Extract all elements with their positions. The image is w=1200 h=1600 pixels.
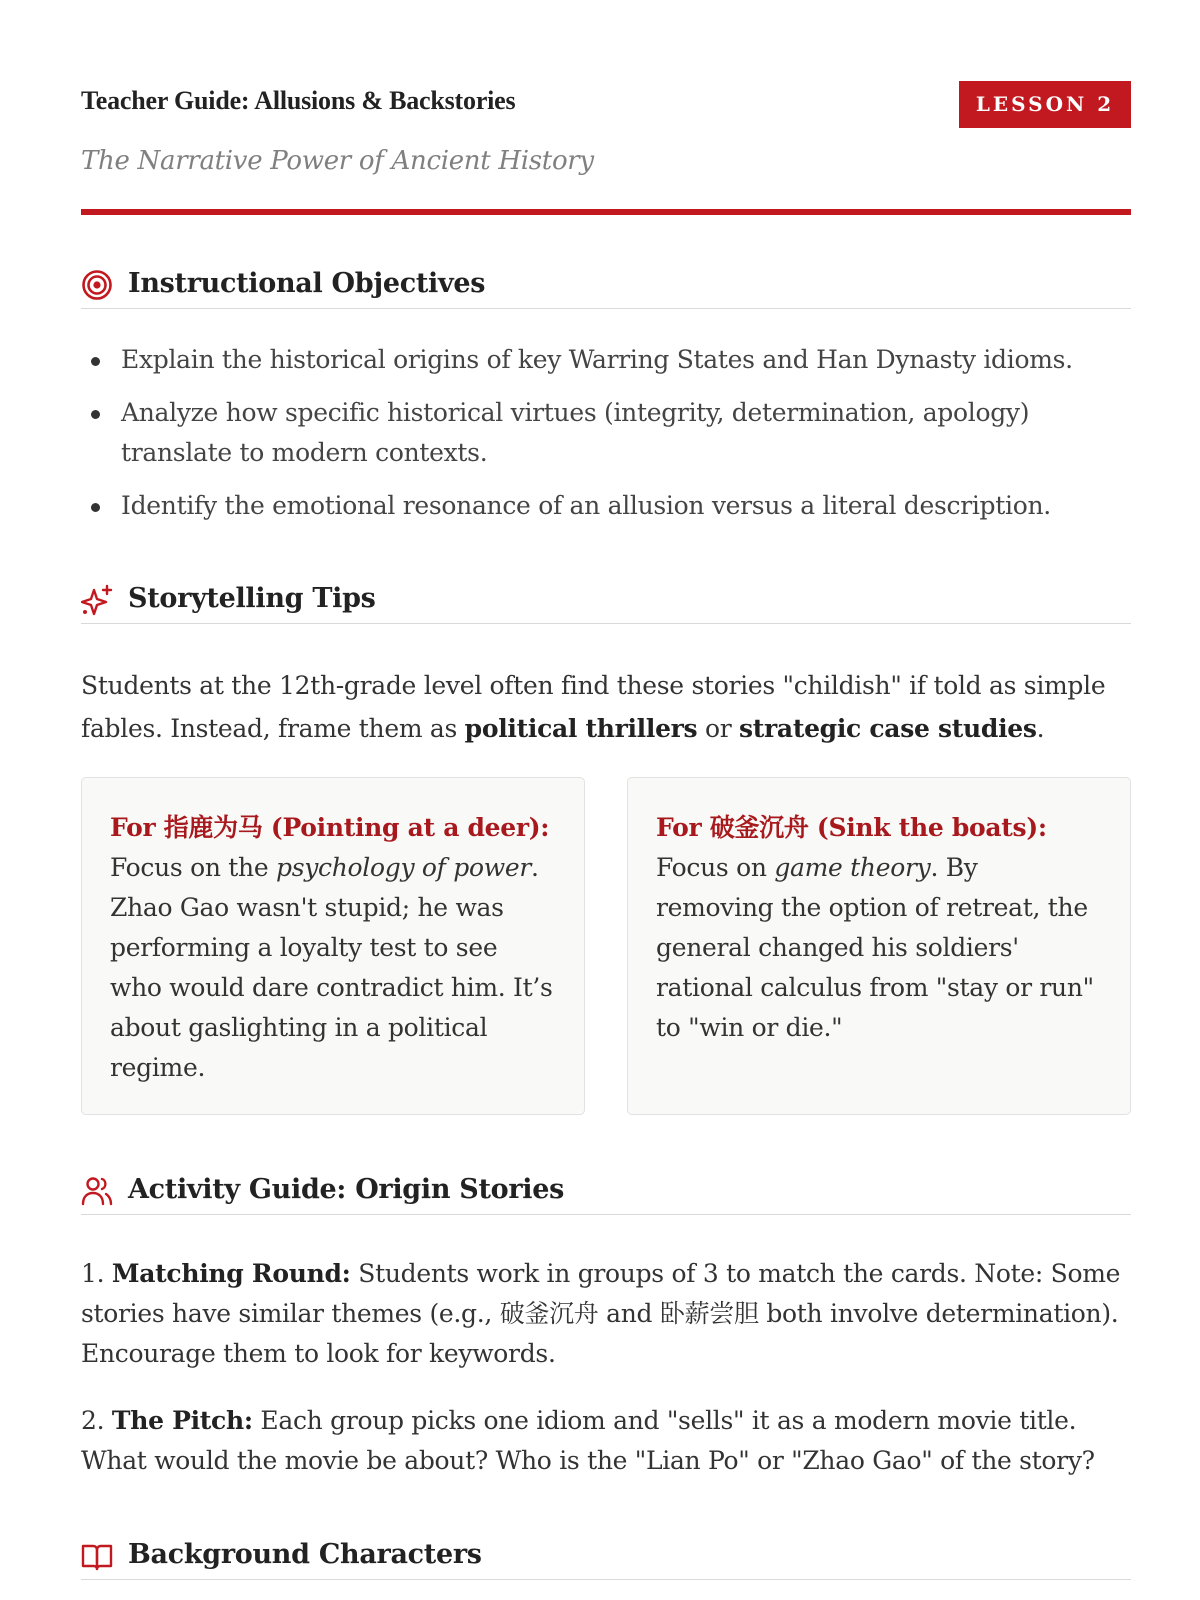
section-characters-header [81,1539,1131,1580]
section-storytelling-header [81,583,1131,624]
tip-card-body [656,853,1094,1042]
book-open-icon [81,1540,113,1572]
tip-text: Focus on [656,853,775,882]
step-number: 2. [81,1406,112,1435]
objectives-list [81,340,1131,539]
tip-card-heading: For 指鹿为马 (Pointing at a deer): [110,813,550,842]
section-characters-title: Background Characters [128,1539,482,1570]
tip-text: . Zhao Gao wasn't stupid; he was performing a loyalty test to see who would dare contradict him. It’s about gaslighting in a political regime. [110,853,553,1082]
tip-text: . By removing the option of retreat, the general changed his soldiers' rational calculus from "stay or run" to "win or die." [656,853,1094,1042]
lesson-badge: LESSON 2 [959,81,1131,128]
tip-card-deer [81,777,585,1115]
tip-card-boats [627,777,1131,1115]
tip-emphasis: game theory [774,853,931,882]
step-number: 1. [81,1259,112,1288]
title-divider [81,209,1131,215]
step-label: Matching Round: [111,1259,351,1288]
section-activity-header [81,1174,1131,1215]
tip-text: Focus on the [110,853,276,882]
section-objectives-header [81,268,1131,309]
step-text: Students work in groups of 3 to match the cards. Note: Some stories have similar themes (e.g., 破釜沉舟 and 卧薪尝胆 both involve determination). Encourage them to look for keywords. [81,1259,1121,1368]
target-icon [81,269,113,301]
storytelling-intro [81,664,1131,750]
step-label: The Pitch: [111,1406,253,1435]
intro-text: Students at the 12th-grade level often find these stories "childish" if told as simple fables. Instead, frame them as [81,671,1106,743]
section-storytelling-title: Storytelling Tips [128,583,376,614]
objective-item: Explain the historical origins of key Warring States and Han Dynasty idioms. [81,340,1131,380]
intro-text: or [697,714,740,743]
intro-emphasis: political thrillers [464,714,698,743]
activity-step [81,1401,1131,1481]
activity-step [81,1254,1131,1374]
section-activity-title: Activity Guide: Origin Stories [128,1174,564,1205]
doc-subtitle: The Narrative Power of Ancient History [81,146,594,176]
step-text: Each group picks one idiom and "sells" it as a modern movie title. What would the movie be about? Who is the "Lian Po" or "Zhao Gao" of the story? [81,1406,1095,1475]
tip-card-body [110,853,553,1082]
doc-title: Teacher Guide: Allusions & Backstories [81,86,516,115]
users-icon [81,1175,113,1207]
objective-item: Analyze how specific historical virtues (integrity, determination, apology) translate to modern contexts. [81,393,1131,473]
sparkles-icon [81,584,113,616]
section-objectives-title: Instructional Objectives [128,268,486,299]
intro-emphasis: strategic case studies [739,714,1037,743]
intro-text: . [1036,714,1045,743]
tip-card-heading: For 破釜沉舟 (Sink the boats): [656,813,1047,842]
tip-emphasis: psychology of power [276,853,531,882]
objective-item: Identify the emotional resonance of an allusion versus a literal description. [81,486,1131,526]
